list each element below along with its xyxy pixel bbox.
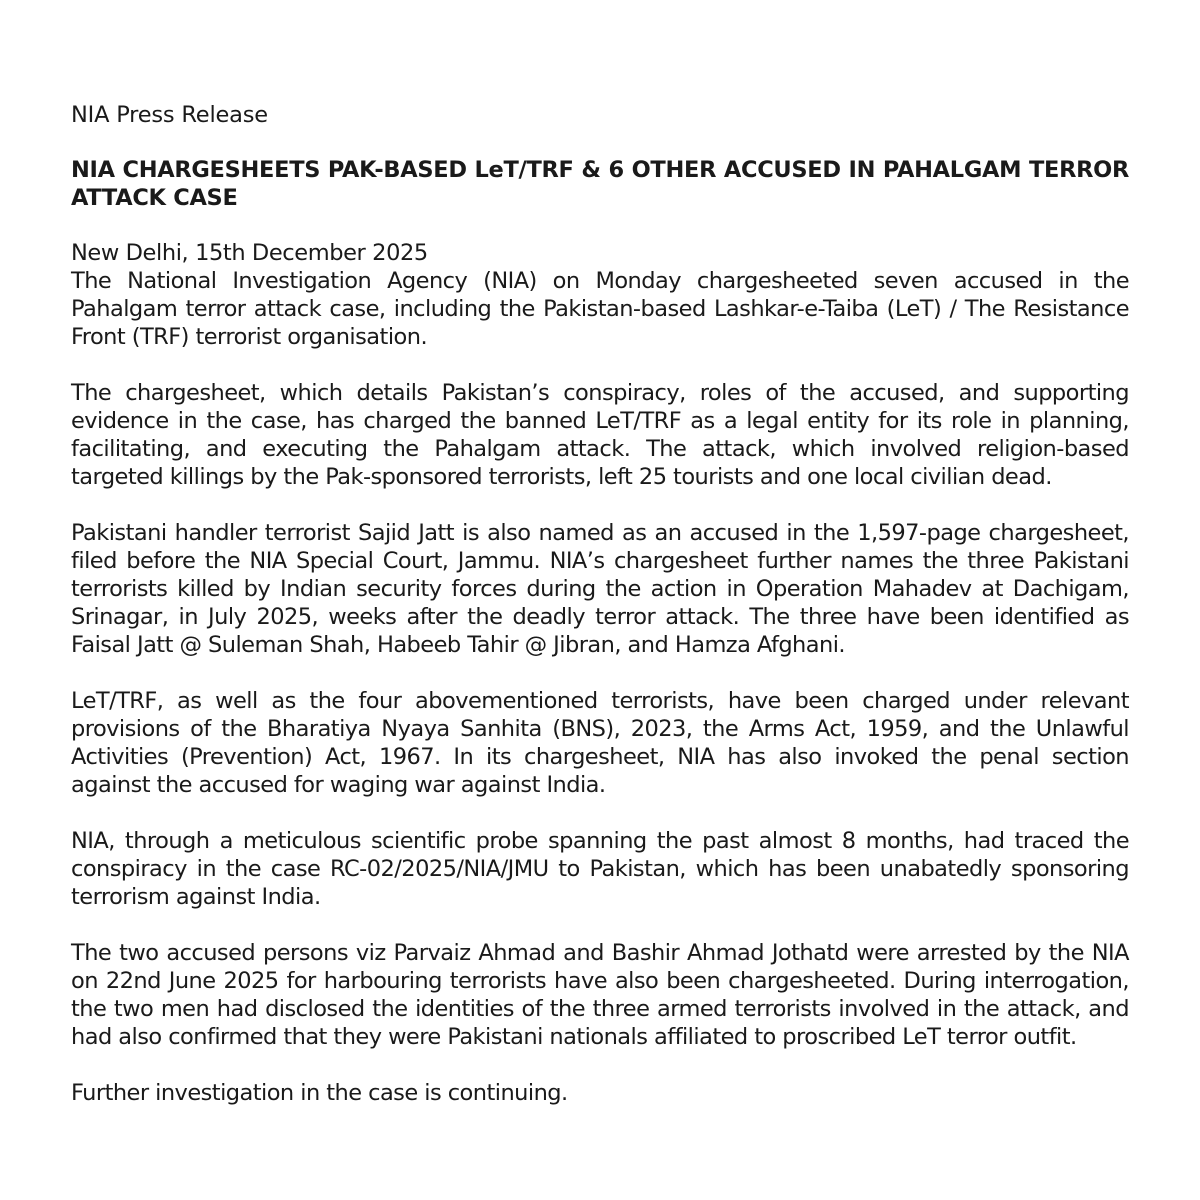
release-paragraph: The chargesheet, which details Pakistan’s conspiracy, roles of the accused, and supporting evidence in the case, has charged the banned LeT/TRF as a legal entity for its role in planning, facilitating, and executing the Pahalgam attack. The attack, which involved religion-based targeted killings by the Pak-sponsored terrorists, left 25 tourists and one local civilian dead.: [71, 380, 1129, 490]
release-dateline: New Delhi, 15th December 2025: [71, 240, 428, 266]
release-paragraph: LeT/TRF, as well as the four abovementioned terrorists, have been charged under relevant provisions of the Bharatiya Nyaya Sanhita (BNS), 2023, the Arms Act, 1959, and the Unlawful Activities (Prevention) Act, 1967. In its chargesheet, NIA has also invoked the penal section against the accused for waging war against India.: [71, 688, 1129, 798]
release-paragraph: Pakistani handler terrorist Sajid Jatt is also named as an accused in the 1,597-page chargesheet, filed before the NIA Special Court, Jammu. NIA’s chargesheet further names the three Pakistani terrorists killed by Indian security forces during the action in Operation Mahadev at Dachigam, Srinagar, in July 2025, weeks after the deadly terror attack. The three have been identified as Faisal Jatt @ Suleman Shah, Habeeb Tahir @ Jibran, and Hamza Afghani.: [71, 520, 1129, 658]
release-header: NIA Press Release: [71, 102, 268, 128]
release-paragraph: NIA, through a meticulous scientific probe spanning the past almost 8 months, had traced the conspiracy in the case RC-02/2025/NIA/JMU to Pakistan, which has been unabatedly sponsoring terrorism against India.: [71, 828, 1129, 910]
release-title: NIA CHARGESHEETS PAK-BASED LeT/TRF & 6 OTHER ACCUSED IN PAHALGAM TERROR ATTACK CASE: [71, 157, 1129, 211]
release-paragraph: The National Investigation Agency (NIA) on Monday chargesheeted seven accused in the Pahalgam terror attack case, including the Pakistan-based Lashkar-e-Taiba (LeT) / The Resistance Front (TRF) terrorist organisation.: [71, 268, 1129, 350]
release-paragraph: The two accused persons viz Parvaiz Ahmad and Bashir Ahmad Jothatd were arrested by the NIA on 22nd June 2025 for harbouring terrorists have also been chargesheeted. During interrogation, the two men had disclosed the identities of the three armed terrorists involved in the attack, and had also confirmed that they were Pakistani nationals affiliated to proscribed LeT terror outfit.: [71, 940, 1129, 1050]
press-release-document: [71, 101, 1129, 1135]
release-paragraph: Further investigation in the case is continuing.: [71, 1080, 568, 1106]
